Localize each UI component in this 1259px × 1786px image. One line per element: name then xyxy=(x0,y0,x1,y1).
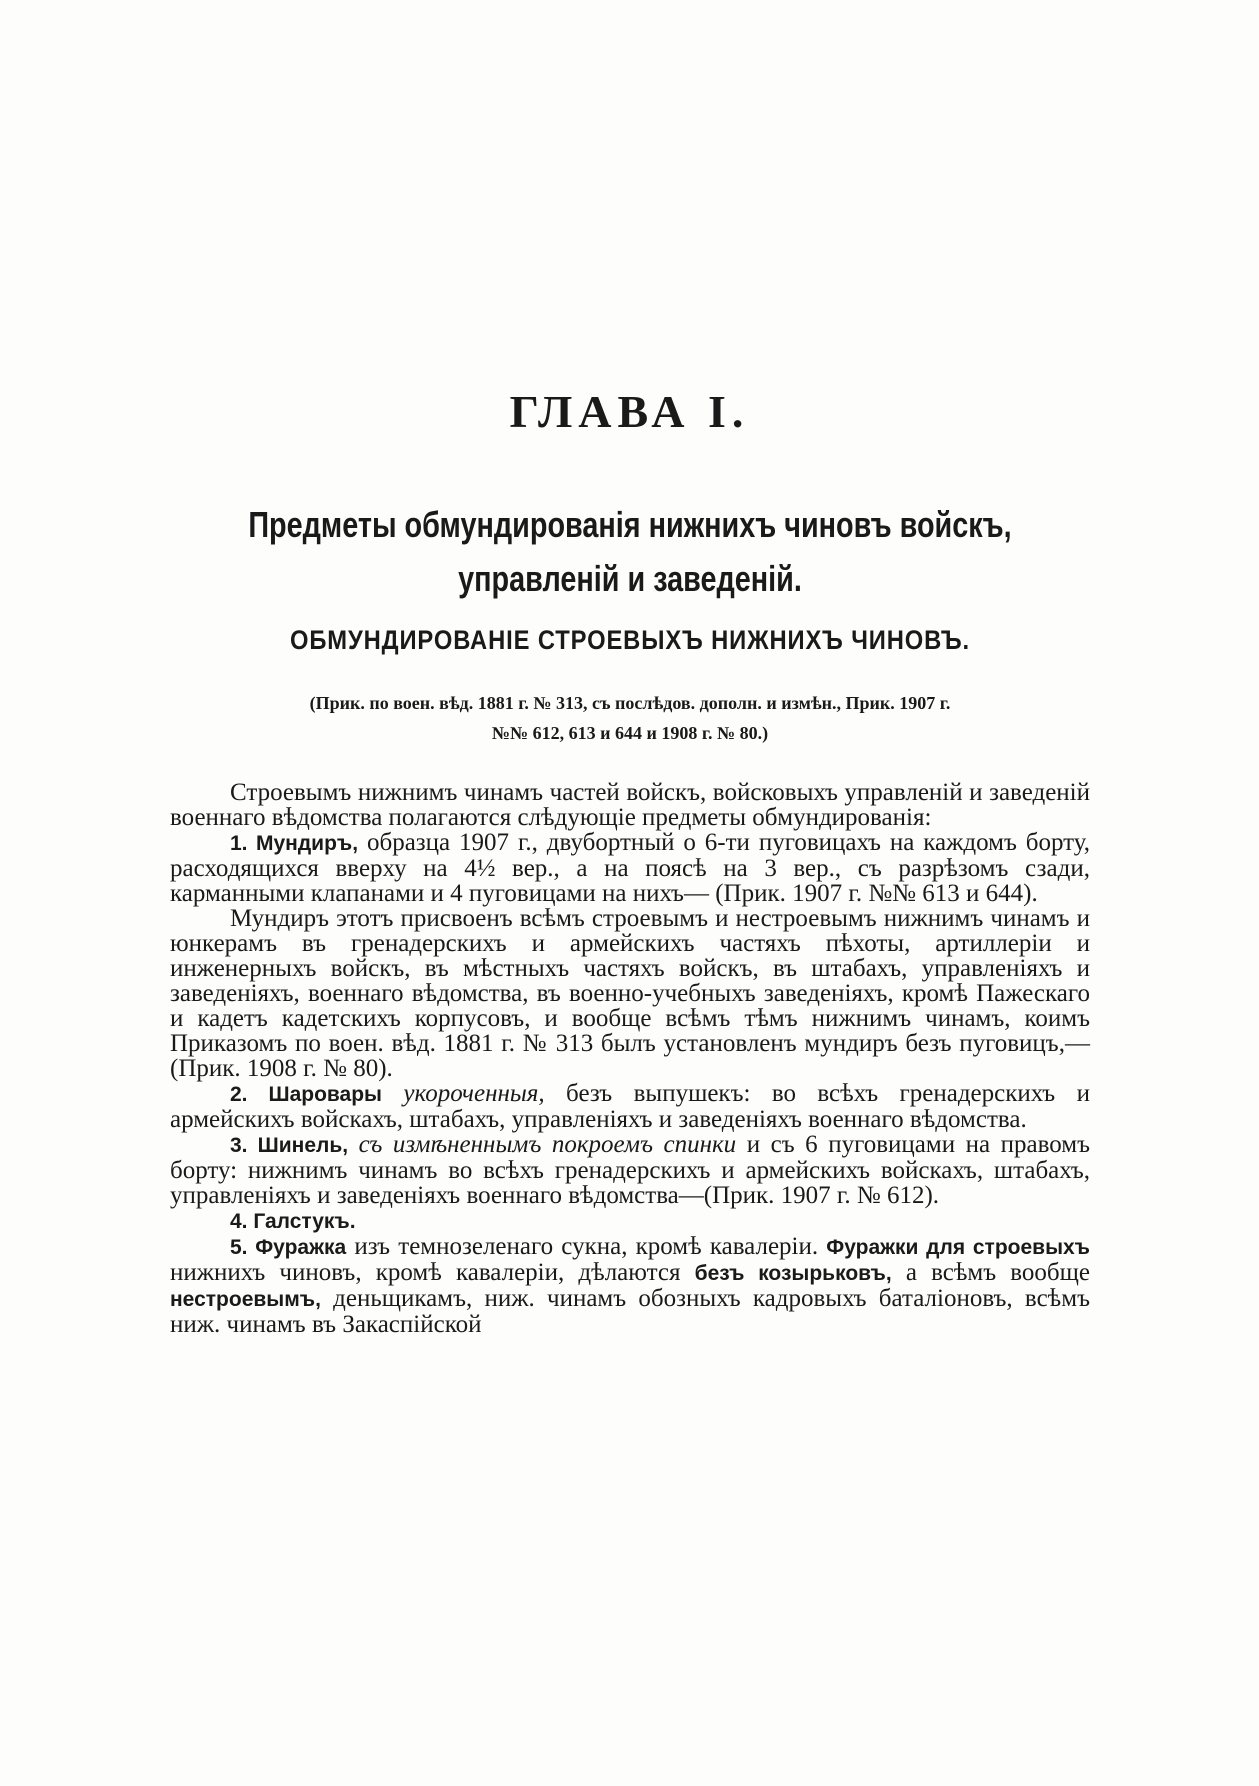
subsection-title: ОБМУНДИРОВАНІЕ СТРОЕВЫХЪ НИЖНИХЪ ЧИНОВЪ. xyxy=(289,625,971,655)
item-5-text-3: а всѣмъ вообще xyxy=(891,1259,1090,1286)
item-5-text-1: изъ темнозеленаго сукна, кромѣ кавалеріи. xyxy=(346,1233,827,1260)
item-2-paragraph xyxy=(170,1081,1090,1132)
item-5-bold-2: безъ козырьковъ, xyxy=(694,1262,892,1285)
item-5-text-4: деньщикамъ, ниж. чинамъ обозныхъ кадровыхъ баталіоновъ, всѣмъ ниж. чинамъ въ Закаспійской xyxy=(170,1285,1090,1338)
item-1-heading: 1. Мундиръ, xyxy=(230,832,359,855)
item-3-text: и съ 6 пуговицами на правомъ борту: нижнимъ чинамъ во всѣхъ гренадерскихъ и армейскихъ войскахъ, штабахъ, управленіяхъ и заведеніяхъ военнаго вѣдомства—(Прик. 1907 г. № 612). xyxy=(170,1131,1090,1209)
item-5-text-2: нижнихъ чиновъ, кромѣ кавалеріи, дѣлаются xyxy=(170,1259,695,1286)
item-2-heading: 2. Шаровары xyxy=(230,1083,382,1106)
item-2-italic: укороченныя, xyxy=(381,1080,545,1107)
body-text xyxy=(170,780,1090,1337)
item-5-bold-3: нестроевымъ, xyxy=(170,1288,321,1311)
item-5-heading: 5. Фуражка xyxy=(230,1236,347,1259)
citation-line-2: №№ 612, 613 и 644 и 1908 г. № 80.) xyxy=(491,723,769,743)
section-title: Предметы обмундированія нижнихъ чиновъ войскъ, управленій и заведеній. xyxy=(248,504,1012,599)
item-1-paragraph xyxy=(170,830,1090,906)
item-1-text: образца 1907 г., двубортный о 6-ти пуговицахъ на каждомъ борту, расходящихся вверху на 4½ вер., а на поясѣ на 3 вер., съ разрѣзомъ сзади, карманными клапанами и 4 пуговицами на нихъ— (Прик. 1907 г. №№ 613 и 644). xyxy=(170,829,1091,907)
item-2-text: безъ выпушекъ: во всѣхъ гренадерскихъ и армейскихъ войскахъ, штабахъ, управленіяхъ и заведеніяхъ военнаго вѣдомства. xyxy=(170,1080,1090,1133)
chapter-heading: ГЛАВА I. xyxy=(509,386,750,437)
item-5-bold-1: Фуражки для строевыхъ xyxy=(826,1236,1090,1259)
item-4-heading: 4. Галстукъ. xyxy=(230,1210,356,1233)
item-5-paragraph xyxy=(170,1234,1090,1337)
item-3-paragraph xyxy=(170,1132,1090,1208)
item-4-paragraph xyxy=(170,1208,1090,1234)
item-1-note-paragraph: Мундиръ этотъ присвоенъ всѣмъ строевымъ и нестроевымъ нижнимъ чинамъ и юнкерамъ въ гренадерскихъ и армейскихъ частяхъ пѣхоты, артиллеріи и инженерныхъ войскъ, въ мѣстныхъ частяхъ войскъ, въ штабахъ, управленіяхъ и заведеніяхъ, военнаго вѣдомства, въ военно-учебныхъ заведеніяхъ, кромѣ Пажескаго и кадетъ кадетскихъ корпусовъ, и вообще всѣмъ тѣмъ нижнимъ чинамъ, коимъ Приказомъ по воен. вѣд. 1881 г. № 313 былъ установленъ мундиръ безъ пуговицъ,— (Прик. 1908 г. № 80). xyxy=(170,905,1090,1082)
item-3-italic: съ измѣненнымъ покроемъ спинки xyxy=(348,1131,737,1158)
intro-paragraph: Строевымъ нижнимъ чинамъ частей войскъ, войсковыхъ управленій и заведеній военнаго вѣдомства полагаются слѣдующіе предметы обмундированія: xyxy=(170,779,1090,831)
item-3-heading: 3. Шинель, xyxy=(230,1134,349,1157)
citation xyxy=(200,688,1060,748)
citation-line-1: (Прик. по воен. вѣд. 1881 г. № 313, съ послѣдов. дополн. и измѣн., Прик. 1907 г. xyxy=(309,693,951,713)
